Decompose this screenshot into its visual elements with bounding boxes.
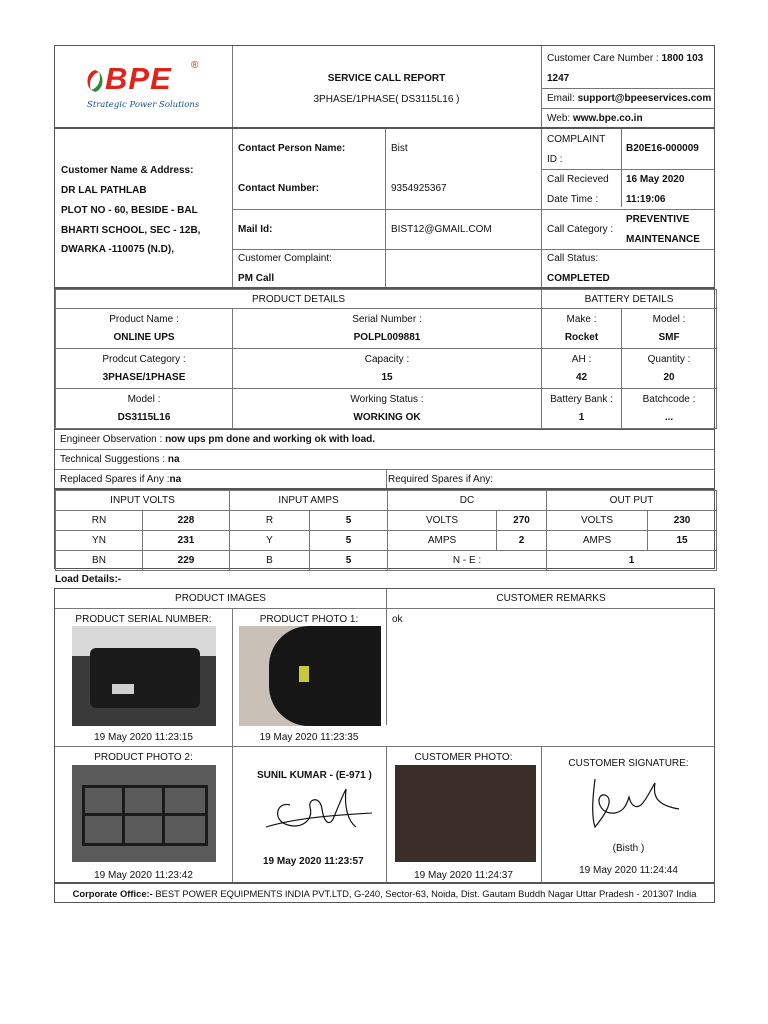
battery-ah-value: 42 xyxy=(575,372,588,383)
dc-value: 2 xyxy=(497,531,547,551)
readings-section xyxy=(54,489,715,569)
output-value: 230 xyxy=(648,511,717,531)
batchcode-label: Batchcode : xyxy=(642,394,696,405)
batchcode-cell xyxy=(622,389,717,429)
phase-amps: 5 xyxy=(310,531,388,551)
output-header: OUT PUT xyxy=(547,491,717,511)
battery-make-value: Rocket xyxy=(564,332,599,343)
neutral-earth-value: 1 xyxy=(547,551,717,571)
battery-ah-cell xyxy=(542,349,622,389)
working-status-cell xyxy=(233,389,542,429)
phase-amps: 5 xyxy=(310,551,388,571)
dc-label: AMPS xyxy=(388,531,497,551)
logo-registered-mark: ® xyxy=(191,60,199,71)
readings-row xyxy=(56,531,717,551)
technical-suggestions-value: na xyxy=(167,454,180,465)
product-category-cell xyxy=(56,349,233,389)
technical-suggestions xyxy=(60,454,180,465)
battery-model-value: SMF xyxy=(658,332,680,343)
readings-table xyxy=(55,490,717,571)
load-details-label: Load Details:- xyxy=(55,574,122,585)
customer-name: DR LAL PATHLAB xyxy=(61,185,147,196)
report-title: SERVICE CALL REPORT xyxy=(327,73,446,84)
logo-tagline: Strategic Power Solutions xyxy=(87,100,200,110)
report-header xyxy=(54,45,715,128)
battery-make-label: Make : xyxy=(566,314,597,325)
dc-label: VOLTS xyxy=(388,511,497,531)
customer-section xyxy=(54,128,715,288)
phase-volts: 231 xyxy=(143,531,230,551)
phase-label: B xyxy=(230,551,310,571)
email-link[interactable]: support@bpeeservices.com xyxy=(577,93,712,104)
engineer-name: SUNIL KUMAR - (E-971 ) xyxy=(257,770,372,781)
customer-signature-label: CUSTOMER SIGNATURE: xyxy=(568,758,689,769)
customer-complaint-value: PM Call xyxy=(238,273,275,284)
web-link[interactable]: www.bpe.co.in xyxy=(572,113,643,124)
footer xyxy=(54,883,715,903)
engineer-signature-icon xyxy=(260,787,378,841)
battery-model-label: Model : xyxy=(652,314,686,325)
call-received-date: 16 May 2020 xyxy=(626,174,685,185)
battery-ah-label: AH : xyxy=(571,354,592,365)
batchcode-value: ... xyxy=(664,412,674,423)
battery-make-cell xyxy=(542,309,622,349)
product-photo2-label: PRODUCT PHOTO 2: xyxy=(94,752,193,763)
neutral-earth-label: N - E : xyxy=(388,551,547,571)
working-status-label: Working Status : xyxy=(350,394,424,405)
call-category-label: Call Category : xyxy=(547,224,614,235)
contact-number-label: Contact Number: xyxy=(238,183,320,194)
customer-address-line3: DWARKA -110075 (N.D), xyxy=(61,244,174,255)
images-section xyxy=(54,588,715,883)
website xyxy=(547,113,643,124)
product-name-cell xyxy=(56,309,233,349)
battery-quantity-label: Quantity : xyxy=(647,354,691,365)
engineer-timestamp: 19 May 2020 11:23:57 xyxy=(263,856,364,867)
replaced-spares xyxy=(60,474,181,485)
dc-value: 270 xyxy=(497,511,547,531)
call-received-label: Call Recieved xyxy=(547,174,609,185)
customer-care-number-cont: 1247 xyxy=(547,73,570,84)
customer-signature-timestamp: 19 May 2020 11:24:44 xyxy=(579,865,678,876)
phase-label: RN xyxy=(56,511,143,531)
product-name-label: Product Name : xyxy=(109,314,179,325)
product-category-label: Prodcut Category : xyxy=(102,354,186,365)
report-subtitle: 3PHASE/1PHASE( DS3115L16 ) xyxy=(313,94,460,105)
serial-number-value: POLPL009881 xyxy=(353,332,421,343)
customer-address-line2: BHARTI SCHOOL, SEC - 12B, xyxy=(61,225,201,236)
product-category-value: 3PHASE/1PHASE xyxy=(102,372,186,383)
customer-care-line1 xyxy=(547,53,703,64)
product-table xyxy=(55,289,717,429)
phase-amps: 5 xyxy=(310,511,388,531)
call-received-time: 11:19:06 xyxy=(626,194,666,205)
customer-photo[interactable] xyxy=(395,765,536,862)
product-photo2[interactable] xyxy=(72,765,216,862)
customer-remarks-value: ok xyxy=(392,614,403,625)
logo-text: BPE xyxy=(105,61,172,96)
customer-photo-label: CUSTOMER PHOTO: xyxy=(414,752,513,763)
contact-number-value: 9354925367 xyxy=(391,183,447,194)
complaint-id-label: COMPLAINT xyxy=(547,134,606,145)
serial-number-cell xyxy=(233,309,542,349)
call-status-value: COMPLETED xyxy=(547,273,610,284)
customer-address-line1: PLOT NO - 60, BESIDE - BAL xyxy=(61,205,198,216)
logo-swoosh-icon xyxy=(83,68,107,94)
customer-signature-icon xyxy=(575,775,685,835)
complaint-id-label-cont: ID : xyxy=(547,154,563,165)
web-label: Web: xyxy=(547,113,573,124)
working-status-value: WORKING OK xyxy=(353,412,421,423)
call-status-label: Call Status: xyxy=(547,253,599,264)
call-received-label-cont: Date Time : xyxy=(547,194,599,205)
battery-details-heading: BATTERY DETAILS xyxy=(542,290,717,309)
readings-row xyxy=(56,551,717,571)
product-photo1[interactable] xyxy=(239,626,381,726)
complaint-id-value: B20E16-000009 xyxy=(626,143,699,154)
call-category-value: PREVENTIVE xyxy=(626,214,690,225)
output-label: AMPS xyxy=(547,531,648,551)
battery-bank-value: 1 xyxy=(578,412,585,423)
corporate-office-label: Corporate Office:- xyxy=(72,888,153,899)
product-photo1-label: PRODUCT PHOTO 1: xyxy=(259,614,359,625)
customer-remarks-heading: CUSTOMER REMARKS xyxy=(496,593,606,604)
replaced-spares-value: na xyxy=(169,474,182,485)
observations-section xyxy=(54,429,715,489)
call-category-value-cont: MAINTENANCE xyxy=(626,234,700,245)
corporate-office xyxy=(55,888,714,899)
contact-person-value: Bist xyxy=(391,143,408,154)
email-label: Email: xyxy=(547,93,578,104)
battery-bank-cell xyxy=(542,389,622,429)
battery-quantity-cell xyxy=(622,349,717,389)
product-model-value: DS3115L16 xyxy=(117,412,171,423)
phase-volts: 229 xyxy=(143,551,230,571)
product-model-cell xyxy=(56,389,233,429)
corporate-office-address: BEST POWER EQUIPMENTS INDIA PVT.LTD, G-240, Sector-63, Noida, Dist. Gautam Buddh Nagar Uttar Pradesh - 201307 India xyxy=(152,888,697,899)
technical-suggestions-label: Technical Suggestions : xyxy=(60,454,168,465)
engineer-observation-label: Engineer Observation : xyxy=(60,434,166,445)
product-section xyxy=(54,288,715,429)
company-logo xyxy=(83,60,213,114)
support-email xyxy=(547,93,711,104)
product-model-label: Model : xyxy=(127,394,161,405)
customer-care-label: Customer Care Number : xyxy=(547,53,662,64)
product-serial-photo[interactable] xyxy=(72,626,216,726)
mail-id-label: Mail Id: xyxy=(238,224,273,235)
phase-volts: 228 xyxy=(143,511,230,531)
serial-number-label: Serial Number : xyxy=(352,314,422,325)
product-serial-timestamp: 19 May 2020 11:23:15 xyxy=(94,732,193,743)
output-label: VOLTS xyxy=(547,511,648,531)
phase-label: BN xyxy=(56,551,143,571)
customer-signer-name: (Bisth ) xyxy=(612,843,645,854)
product-photo1-timestamp: 19 May 2020 11:23:35 xyxy=(259,732,359,743)
input-volts-header: INPUT VOLTS xyxy=(56,491,230,511)
phase-label: Y xyxy=(230,531,310,551)
capacity-label: Capacity : xyxy=(364,354,410,365)
output-value: 15 xyxy=(648,531,717,551)
capacity-value: 15 xyxy=(381,372,393,383)
dc-header: DC xyxy=(388,491,547,511)
engineer-observation xyxy=(60,434,375,445)
product-images-heading: PRODUCT IMAGES xyxy=(175,593,266,604)
mail-id-value: BIST12@GMAIL.COM xyxy=(391,224,492,235)
replaced-spares-label: Replaced Spares if Any : xyxy=(60,474,170,485)
battery-bank-label: Battery Bank : xyxy=(550,394,613,405)
phase-label: R xyxy=(230,511,310,531)
product-name-value: ONLINE UPS xyxy=(113,332,175,343)
capacity-cell xyxy=(233,349,542,389)
engineer-observation-value: now ups pm done and working ok with load. xyxy=(165,434,376,445)
customer-photo-timestamp: 19 May 2020 11:24:37 xyxy=(414,870,513,881)
readings-row xyxy=(56,511,717,531)
product-serial-label: PRODUCT SERIAL NUMBER: xyxy=(75,614,212,625)
product-photo2-timestamp: 19 May 2020 11:23:42 xyxy=(94,870,193,881)
customer-complaint-label: Customer Complaint: xyxy=(238,253,332,264)
customer-care-number: 1800 103 xyxy=(661,53,704,64)
customer-label: Customer Name & Address: xyxy=(61,165,194,176)
required-spares-label: Required Spares if Any: xyxy=(388,474,494,485)
service-call-report xyxy=(54,45,715,903)
product-details-heading: PRODUCT DETAILS xyxy=(56,290,542,309)
input-amps-header: INPUT AMPS xyxy=(230,491,388,511)
phase-label: YN xyxy=(56,531,143,551)
contact-person-label: Contact Person Name: xyxy=(238,143,346,154)
battery-quantity-value: 20 xyxy=(663,372,675,383)
battery-model-cell xyxy=(622,309,717,349)
